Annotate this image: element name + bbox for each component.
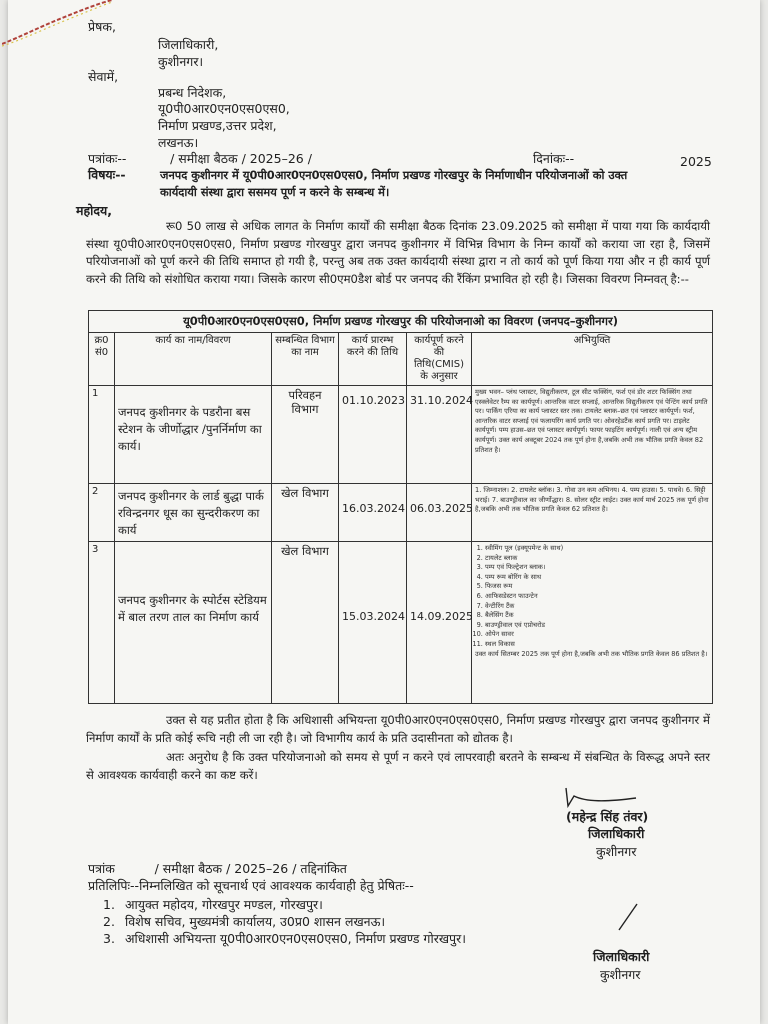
letter-page [8, 0, 760, 1024]
copy-reference: पत्रांक / समीक्षा बैठक / 2025–26 / तद्दिनांकित [88, 861, 347, 876]
column-header: अभियुक्ति [472, 333, 713, 386]
remarks-item: 3. पम्प एवं फिल्ट्रेशन ब्लाक। [485, 563, 709, 573]
table-title: यू0पी0आर0एन0एस0एस0, निर्माण प्रखण्ड गोरखपुर की परियोजनाओ का विवरण (जनपद–कुशीनगर) [89, 311, 713, 333]
date-year: 2025 [680, 154, 712, 169]
signatory-place: कुशीनगर [596, 844, 637, 859]
remarks-item: 1. स्वीमिंग पूल (इक्यूपमेन्ट के साथ) [485, 544, 709, 554]
start-date: 01.10.2023 [339, 386, 407, 484]
start-date: 16.03.2024 [339, 484, 407, 542]
copy-item: 2. विशेष सचिव, मुख्यमंत्री कार्यालय, उ0प्र0 शासन लखनऊ। [103, 914, 386, 929]
department: खेल विभाग [272, 542, 339, 704]
copy-item: 3. अधिशासी अभियन्ता यू0पी0आर0एन0एस0एस0, निर्माण प्रखण्ड गोरखपुर। [103, 931, 466, 946]
table-row [89, 484, 713, 542]
initial-scribble [613, 900, 643, 934]
department: खेल विभाग [272, 484, 339, 542]
table-row [89, 542, 713, 704]
remarks-item: 7. वेन्टीरिंग टैंक [485, 602, 709, 612]
row-number: 2 [89, 484, 115, 542]
remarks [472, 542, 713, 704]
salutation: महोदय, [76, 203, 112, 218]
copy-place: कुशीनगर [600, 967, 641, 982]
remarks-item: 10. ओपेन सावर [485, 630, 709, 640]
end-date: 06.03.2025 [407, 484, 472, 542]
reference-number: पत्रांकः-- / समीक्षा बैठक / 2025–26 / [88, 151, 312, 166]
from-line2: कुशीनगर। [158, 54, 204, 69]
conclusion-paragraph: उक्त से यह प्रतीत होता है कि अधिशासी अभियन्ता यू0पी0आर0एन0एस0एस0, निर्माण प्रखण्ड गोरखपुर द्वारा जनपद कुशीनगर में निर्माण कार्यों के प्रति कोई रूचि नही ली जा रही है। जो विभागीय कार्य के प्रति उदासीनता को द्योतक है। [86, 713, 710, 745]
to-line3: निर्माण प्रखण्ड,उत्तर प्रदेश, [158, 118, 277, 133]
remarks-item: 4. पम्प रूम बोरिंग के साथ [485, 573, 709, 583]
remarks-item: 5. फिजस रूम [485, 582, 709, 592]
from-label: प्रेषक, [88, 19, 116, 34]
row-number: 1 [89, 386, 115, 484]
to-label: सेवामें, [88, 69, 119, 84]
to-line2: यू0पी0आर0एन0एस0एस0, [158, 101, 290, 116]
remarks-item: 11. स्थल विकास [485, 640, 709, 650]
body-paragraph: रू0 50 लाख से अधिक लागत के निर्माण कार्यों की समीक्षा बैठक दिनांक 23.09.2025 को समीक्षा में पाया गया कि कार्यदायी संस्था यू0पी0आर0एन0एस0एस0, निर्माण प्रखण्ड गोरखपुर द्वारा जनपद कुशीनगर में विभिन्न विभाग के निम्न कार्यों को कराया जा रहा है, जिसमें परियोजनाओं को पूर्ण करने की तिथि समाप्त हो गयी है, परन्तु अब तक उक्त कार्यदायी संस्था द्वारा न तो कार्य को पूर्ण किया गया और न ही कार्य पूर्ण करने की तिथि को संशोधित कराया गया। जिसके कारण सी0एम0डैश बोर्ड पर जनपद की रैंकिंग प्रभावित हो रही है। जिसका विवरण निम्नवत् है:-- [86, 219, 710, 286]
department: परिवहन विभाग [272, 386, 339, 484]
row-number: 3 [89, 542, 115, 704]
subject-label: विषयः-- [88, 167, 126, 182]
remarks-item: 6. आफिसडेस्टन फाउन्टेन [485, 592, 709, 602]
from-line1: जिलाधिकारी, [158, 37, 219, 52]
subject-line1: जनपद कुशीनगर में यू0पी0आर0एन0एस0एस0, निर्माण प्रखण्ड गोरखपुर के निर्माणाधीन परियोजनाओं को उक्त [160, 168, 628, 182]
table-row [89, 386, 713, 484]
to-line1: प्रबन्ध निदेशक, [158, 85, 227, 100]
copy-designation: जिलाधिकारी [593, 949, 650, 964]
to-line4: लखनऊ। [158, 135, 199, 150]
request-paragraph: अतः अनुरोध है कि उक्त परियोजनाओ को समय से पूर्ण न करने एवं लापरवाही बरतने के सम्बन्ध में संबन्धित के विरूद्ध अपने स्तर से आवश्यक कार्यवाही करने का कष्ट करें। [86, 750, 710, 782]
copy-item: 1. आयुक्त महोदय, गोरखपुर मण्डल, गोरखपुर। [103, 897, 323, 912]
column-header: क्र0 सं0 [89, 333, 115, 386]
work-description: जनपद कुशीनगर के लार्ड बुद्धा पार्क रविन्द्रनगर धूस का सुन्दरीकरण का कार्य [115, 484, 272, 542]
table-header-row [89, 333, 713, 386]
copy-intro: प्रतिलिपिः--निम्नलिखित को सूचनार्थ एवं आवश्यक कार्यवाही हेतु प्रेषितः-- [88, 878, 414, 893]
work-description: जनपद कुशीनगर के स्पोर्टस स्टेडियम में बाल तरण ताल का निर्माण कार्य [115, 542, 272, 704]
start-date: 15.03.2024 [339, 542, 407, 704]
column-header: कार्य का नाम/विवरण [115, 333, 272, 386]
remarks-list [475, 544, 709, 650]
signatory-designation: जिलाधिकारी [588, 826, 645, 841]
remarks-item: 2. टायलेट ब्लाक [485, 554, 709, 564]
remarks-item: 8. बैलेसिंग टैंक [485, 611, 709, 621]
signatory-name: (महेन्द्र सिंह तंवर) [566, 809, 649, 824]
date-label: दिनांकः-- [533, 151, 575, 166]
end-date: 14.09.2025 [407, 542, 472, 704]
remarks: 1. जिम्नाशल। 2. टायलेट ब्लॉक। 3. गोवा उन कम अभिनय। 4. पम्प हाउस। 5. पाथवे। 6. सिट्टी भराई। 7. बाउण्ड्रीवाल का जीर्णोद्धार। 8. सोलर स्ट्रीट लाईट। उक्त कार्य मार्च 2025 तक पूर्ण होना है,जबकि अभी तक भौतिक प्रगति केवल 62 प्रतिशत है। [472, 484, 713, 542]
remarks-tail: उक्त कार्य सितम्बर 2025 तक पूर्ण होना है,जबकि अभी तक भौतिक प्रगति केवल 86 प्रतिशत है। [475, 649, 708, 658]
remarks: मुख्य भवन– प्लंथ प्लास्टर, विद्युतीकरण, टूल सीट फक्सिंग, फर्श एवं डोर शटर फिक्सिंग तथा एस्क्लेवेटर रैम्प का कार्यपूर्ण। आन्तरिक वाटर सप्लाई, आन्तरिक विद्युतीकरण एवं पेन्टिंग कार्य प्रगति पर। पार्किंग एरिया का कार्य प्लास्टर स्तर तक। टायलेट ब्लाक–छत एवं प्लास्टर कार्यपूर्ण। फर्श, आन्तरिक वाटर सप्लाई एवं फलायरिंग कार्य प्रगति पर। ओवरहेडटैंक कार्य प्रगति पर। टाइलेट कार्यपूर्ण। पम्प हाउस–छत एवं प्लास्टर कार्यपूर्ण। फायर फाइटिंग कार्यपूर्ण। नाली एवं अन्य स्ट्रीम कार्यपूर्ण। उक्त कार्य अक्टूबर 2024 तक पूर्ण होना है,जबकि अभी तक भौतिक प्रगति केवल 82 प्रतिशत है। [472, 386, 713, 484]
column-header: सम्बन्धित विभाग का नाम [272, 333, 339, 386]
end-date: 31.10.2024 [407, 386, 472, 484]
column-header: कार्य प्रारम्भ करने की तिथि [339, 333, 407, 386]
column-header: कार्यपूर्ण करने की तिथि(CMIS) के अनुसार [407, 333, 472, 386]
work-description: जनपद कुशीनगर के पडरौना बस स्टेशन के जीर्णोद्धार /पुनर्निर्माण का कार्य। [115, 386, 272, 484]
remarks-item: 9. बाउण्ड्रीवाल एवं एप्रोचरोड [485, 621, 709, 631]
subject-line2: कार्यदायी संस्था द्वारा ससमय पूर्ण न करने के सम्बन्ध में। [160, 185, 390, 199]
projects-table [88, 310, 713, 704]
